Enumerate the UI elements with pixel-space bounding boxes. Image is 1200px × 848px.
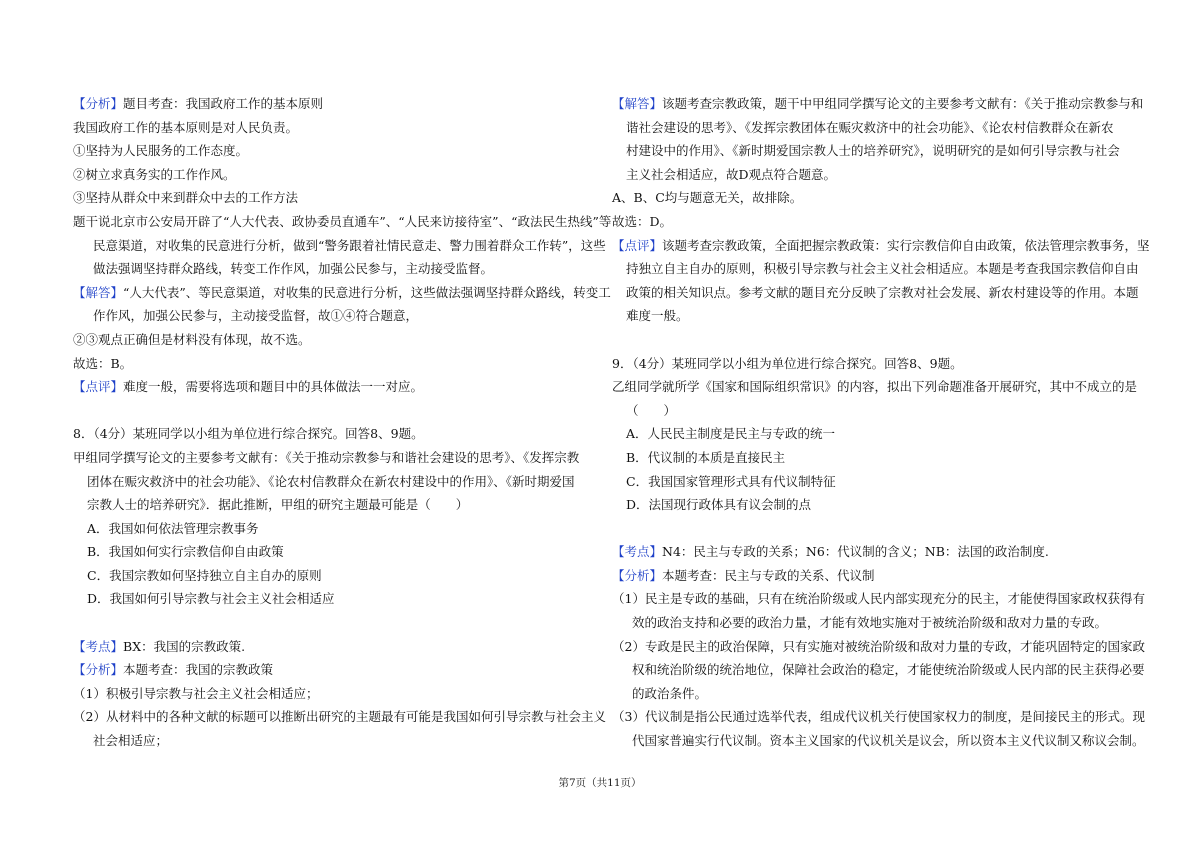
answer-line (73, 281, 611, 305)
option-a: A．人民民主制度是民主与专政的统一 (626, 426, 836, 442)
comment-line (73, 375, 593, 399)
point-tag: 【考点】 (612, 544, 663, 560)
analysis-tag: 【分析】 (612, 567, 663, 583)
text-line: 故选：B。 (73, 355, 133, 371)
text-line: （1）民主是专政的基础，只有在统治阶级或人民内部实现充分的民主，才能使得国家政权获得有 (612, 591, 1145, 607)
text-line: 甲组同学撰写论文的主要参考文献有：《关于推动宗教参与和谐社会建设的思考》、《发挥宗教 (73, 449, 580, 465)
text-line: 效的政治支持和必要的政治力量，才能有效地实施对于被统治阶级和敌对力量的专政。 (632, 615, 1108, 631)
text-line: 宗教人士的培养研究》．据此推断，甲组的研究主题最可能是（ ） (87, 497, 469, 513)
analysis-line (612, 564, 1132, 588)
text-line: 作作风，加强公民参与，主动接受监督，故①④符合题意， (93, 308, 419, 324)
option-b: B．代议制的本质是直接民主 (626, 449, 786, 465)
option-a: A．我国如何依法管理宗教事务 (87, 520, 259, 536)
answer-tag: 【解答】 (73, 284, 124, 300)
text-line: （3）代议制是指公民通过选举代表，组成代议机关行使国家权力的制度，是间接民主的形式。现 (612, 709, 1145, 725)
page-footer: 第7页（共11页） (558, 777, 642, 789)
point-tag: 【考点】 (73, 638, 124, 654)
analysis-line (73, 92, 593, 116)
text-line: 团体在赈灾救济中的社会功能》、《论农村信教群众在新农村建设中的作用》、《新时期爱国 (87, 473, 575, 489)
text-line: 持独立自主自办的原则，积极引导宗教与社会主义社会相适应。本题是考查我国宗教信仰自由 (626, 261, 1139, 277)
spacer (73, 399, 593, 423)
text-line: 代国家普遍实行代议制。资本主义国家的代议机关是议会，所以资本主义代议制又称议会制。 (632, 733, 1145, 749)
comment-text: 该题考查宗教政策，全面把握宗教政策：实行宗教信仰自由政策，依法管理宗教事务，坚 (662, 237, 1150, 253)
text-line: ②③观点正确但是材料没有体现，故不选。 (73, 331, 311, 347)
point-text: N4：民主与专政的关系；N6：代议制的含义；NB：法国的政治制度. (662, 544, 1049, 560)
text-line: 难度一般。 (626, 308, 689, 324)
text-line: 故选：D。 (612, 213, 673, 229)
question-9-stem: 9．（4分）某班同学以小组为单位进行综合探究。回答8、9题。 (612, 355, 963, 371)
text-line: 民意渠道，对收集的民意进行分析，做到“警务跟着社情民意走、警力围着群众工作转”，这些 (93, 237, 606, 253)
text-line: 社会相适应； (93, 733, 169, 749)
spacer (612, 328, 1132, 352)
text-line: 做法强调坚持群众路线，转变工作作风，加强公民参与，主动接受监督。 (93, 261, 494, 277)
answer-tag: 【解答】 (612, 96, 663, 111)
text-line: 政策的相关知识点。参考文献的题目充分反映了宗教对社会发展、新农村建设等的作用。本题 (626, 284, 1139, 300)
spacer (612, 517, 1132, 541)
answer-line (612, 92, 1144, 116)
text-line: 的政治条件。 (632, 685, 708, 701)
point-line (73, 635, 593, 659)
text-line: ③坚持从群众中来到群众中去的工作方法 (73, 190, 299, 206)
left-column (73, 92, 612, 753)
text-line: （1）积极引导宗教与社会主义社会相适应； (73, 685, 319, 701)
option-c: C．我国宗教如何坚持独立自主自办的原则 (87, 567, 322, 583)
question-8-stem: 8．（4分）某班同学以小组为单位进行综合探究。回答8、9题。 (73, 426, 424, 442)
text-line: 题干说北京市公安局开辟了“人大代表、政协委员直通车”、“人民来访接待室”、“政法民生热线”等 (73, 213, 612, 229)
option-b: B．我国如何实行宗教信仰自由政策 (87, 544, 284, 560)
comment-text: 难度一般，需要将选项和题目中的具体做法一一对应。 (123, 379, 424, 395)
answer-text: 该题考查宗教政策，题干中甲组同学撰写论文的主要参考文献有：《关于推动宗教参与和 (662, 96, 1144, 111)
point-text: BX：我国的宗教政策. (123, 638, 246, 654)
point-line (612, 540, 1132, 564)
analysis-tag: 【分析】 (73, 96, 124, 111)
text-line: 村建设中的作用》、《新时期爱国宗教人士的培养研究》，说明研究的是如何引导宗教与社会 (626, 143, 1120, 159)
analysis-tag: 【分析】 (73, 662, 124, 678)
text-line: 权和统治阶级的统治地位，保障社会政治的稳定，才能使统治阶级或人民内部的民主获得必要 (632, 662, 1145, 678)
comment-line (612, 234, 1150, 258)
text-line: 我国政府工作的基本原则是对人民负责。 (73, 119, 299, 135)
option-d: D．法国现行政体具有议会制的点 (626, 497, 812, 513)
text-line: 谐社会建设的思考》、《发挥宗教团体在赈灾救济中的社会功能》、《论农村信教群众在新农 (626, 119, 1114, 135)
analysis-text: 本题考查：我国的宗教政策 (123, 662, 274, 678)
analysis-text: 题目考查：我国政府工作的基本原则 (123, 96, 324, 111)
text-line: 乙组同学就所学《国家和国际组织常识》的内容，拟出下列命题准备开展研究，其中不成立的是 (612, 379, 1138, 395)
text-line: （2）专政是民主的政治保障，只有实施对被统治阶级和敌对力量的专政，才能巩固特定的国家政 (612, 638, 1145, 654)
text-line: （2）从材料中的各种文献的标题可以推断出研究的主题最有可能是我国如何引导宗教与社会主义 (73, 709, 606, 725)
comment-tag: 【点评】 (73, 379, 124, 395)
analysis-line (73, 658, 593, 682)
spacer (73, 611, 593, 635)
right-column (612, 92, 1150, 753)
text-line: A、B、C均与题意无关，故排除。 (612, 190, 803, 206)
option-c: C．我国国家管理形式具有代议制特征 (626, 473, 836, 489)
text-line: ②树立求真务实的工作作风。 (73, 166, 236, 182)
answer-text: “人大代表”、等民意渠道，对收集的民意进行分析，这些做法强调坚持群众路线，转变工 (123, 284, 611, 300)
comment-tag: 【点评】 (612, 237, 663, 253)
option-d: D．我国如何引导宗教与社会主义社会相适应 (87, 591, 335, 607)
text-line: 主义社会相适应，故D观点符合题意。 (626, 166, 837, 182)
analysis-text: 本题考查：民主与专政的关系、代议制 (662, 567, 875, 583)
text-line: ①坚持为人民服务的工作态度。 (73, 143, 249, 159)
text-line: （ ） (626, 402, 677, 418)
